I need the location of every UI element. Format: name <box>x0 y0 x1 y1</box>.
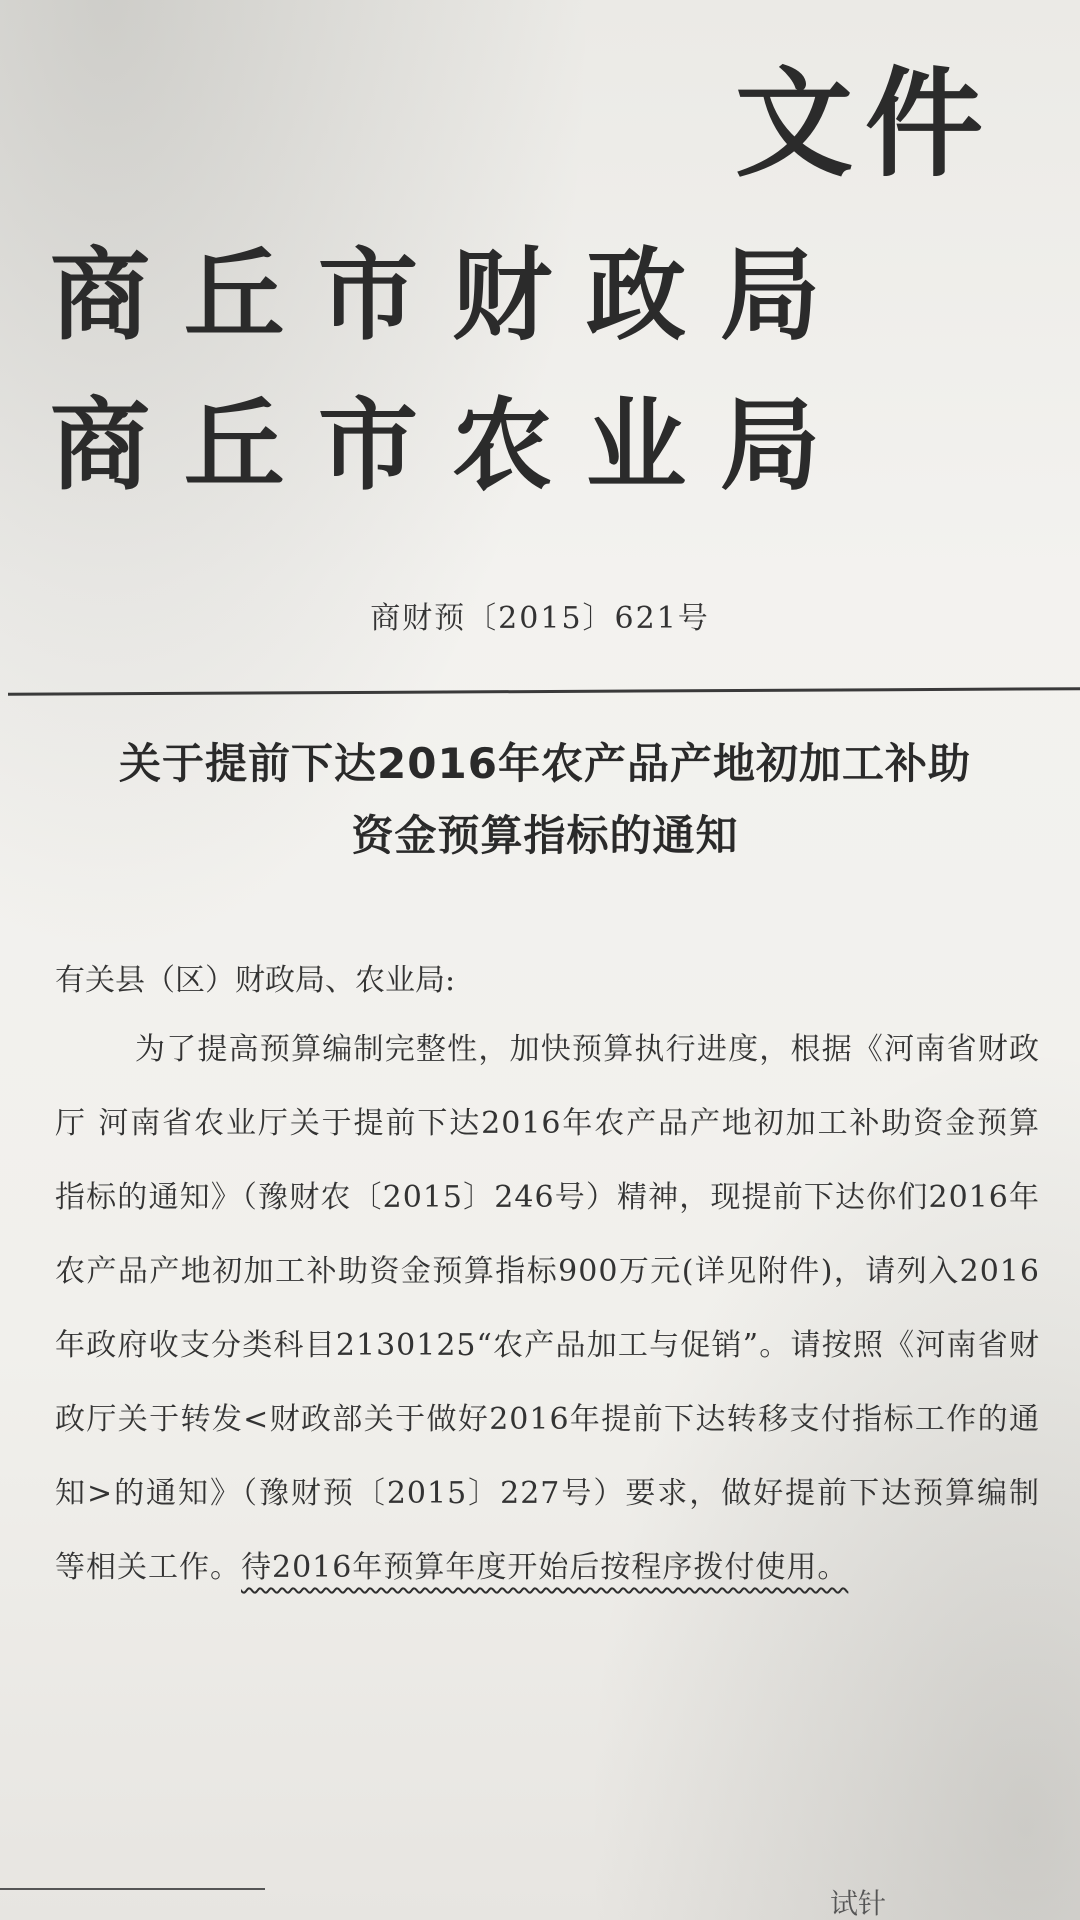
footer-divider <box>0 1888 265 1890</box>
document-header <box>50 236 1050 505</box>
document-type-label: 文件 <box>735 54 996 193</box>
addressee: 有关县（区）财政局、农业局: <box>55 963 456 998</box>
issuer-line-agriculture-bureau: 商丘市农业局 <box>50 386 854 504</box>
issuer-line-finance-bureau: 商丘市财政局 <box>50 236 854 354</box>
document-number: 商财预〔2015〕621号 <box>370 601 710 636</box>
title-line-2: 资金预算指标的通知 <box>351 811 739 860</box>
document-title <box>40 728 1050 872</box>
body-underlined-text: 待2016年预算年度开始后按程序拨付使用。 <box>241 1550 849 1585</box>
footer-text-fragment: 试针 <box>830 1887 887 1920</box>
title-line-1: 关于提前下达2016年农产品产地初加工补助 <box>119 739 971 788</box>
header-divider <box>8 687 1080 696</box>
body-main-text: 为了提高预算编制完整性，加快预算执行进度，根据《河南省财政厅 河南省农业厅关于提前下达2016年农产品产地初加工补助资金预算指标的通知》（豫财农〔2015〕246号）精神，现提前下达你们2016年农产品产地初加工补助资金预算指标900万元(详见附件)，请列入2016年政府收支分类科目2130125“农产品加工与促销”。请按照《河南省财政厅关于转发<财政部关于做好2016年提前下达转移支付指标工作的通知>的通知》（豫财预〔2015〕227号）要求，做好提前下达预算编制等相关工作。 <box>55 1032 1040 1585</box>
body-paragraph <box>55 1013 1040 1605</box>
